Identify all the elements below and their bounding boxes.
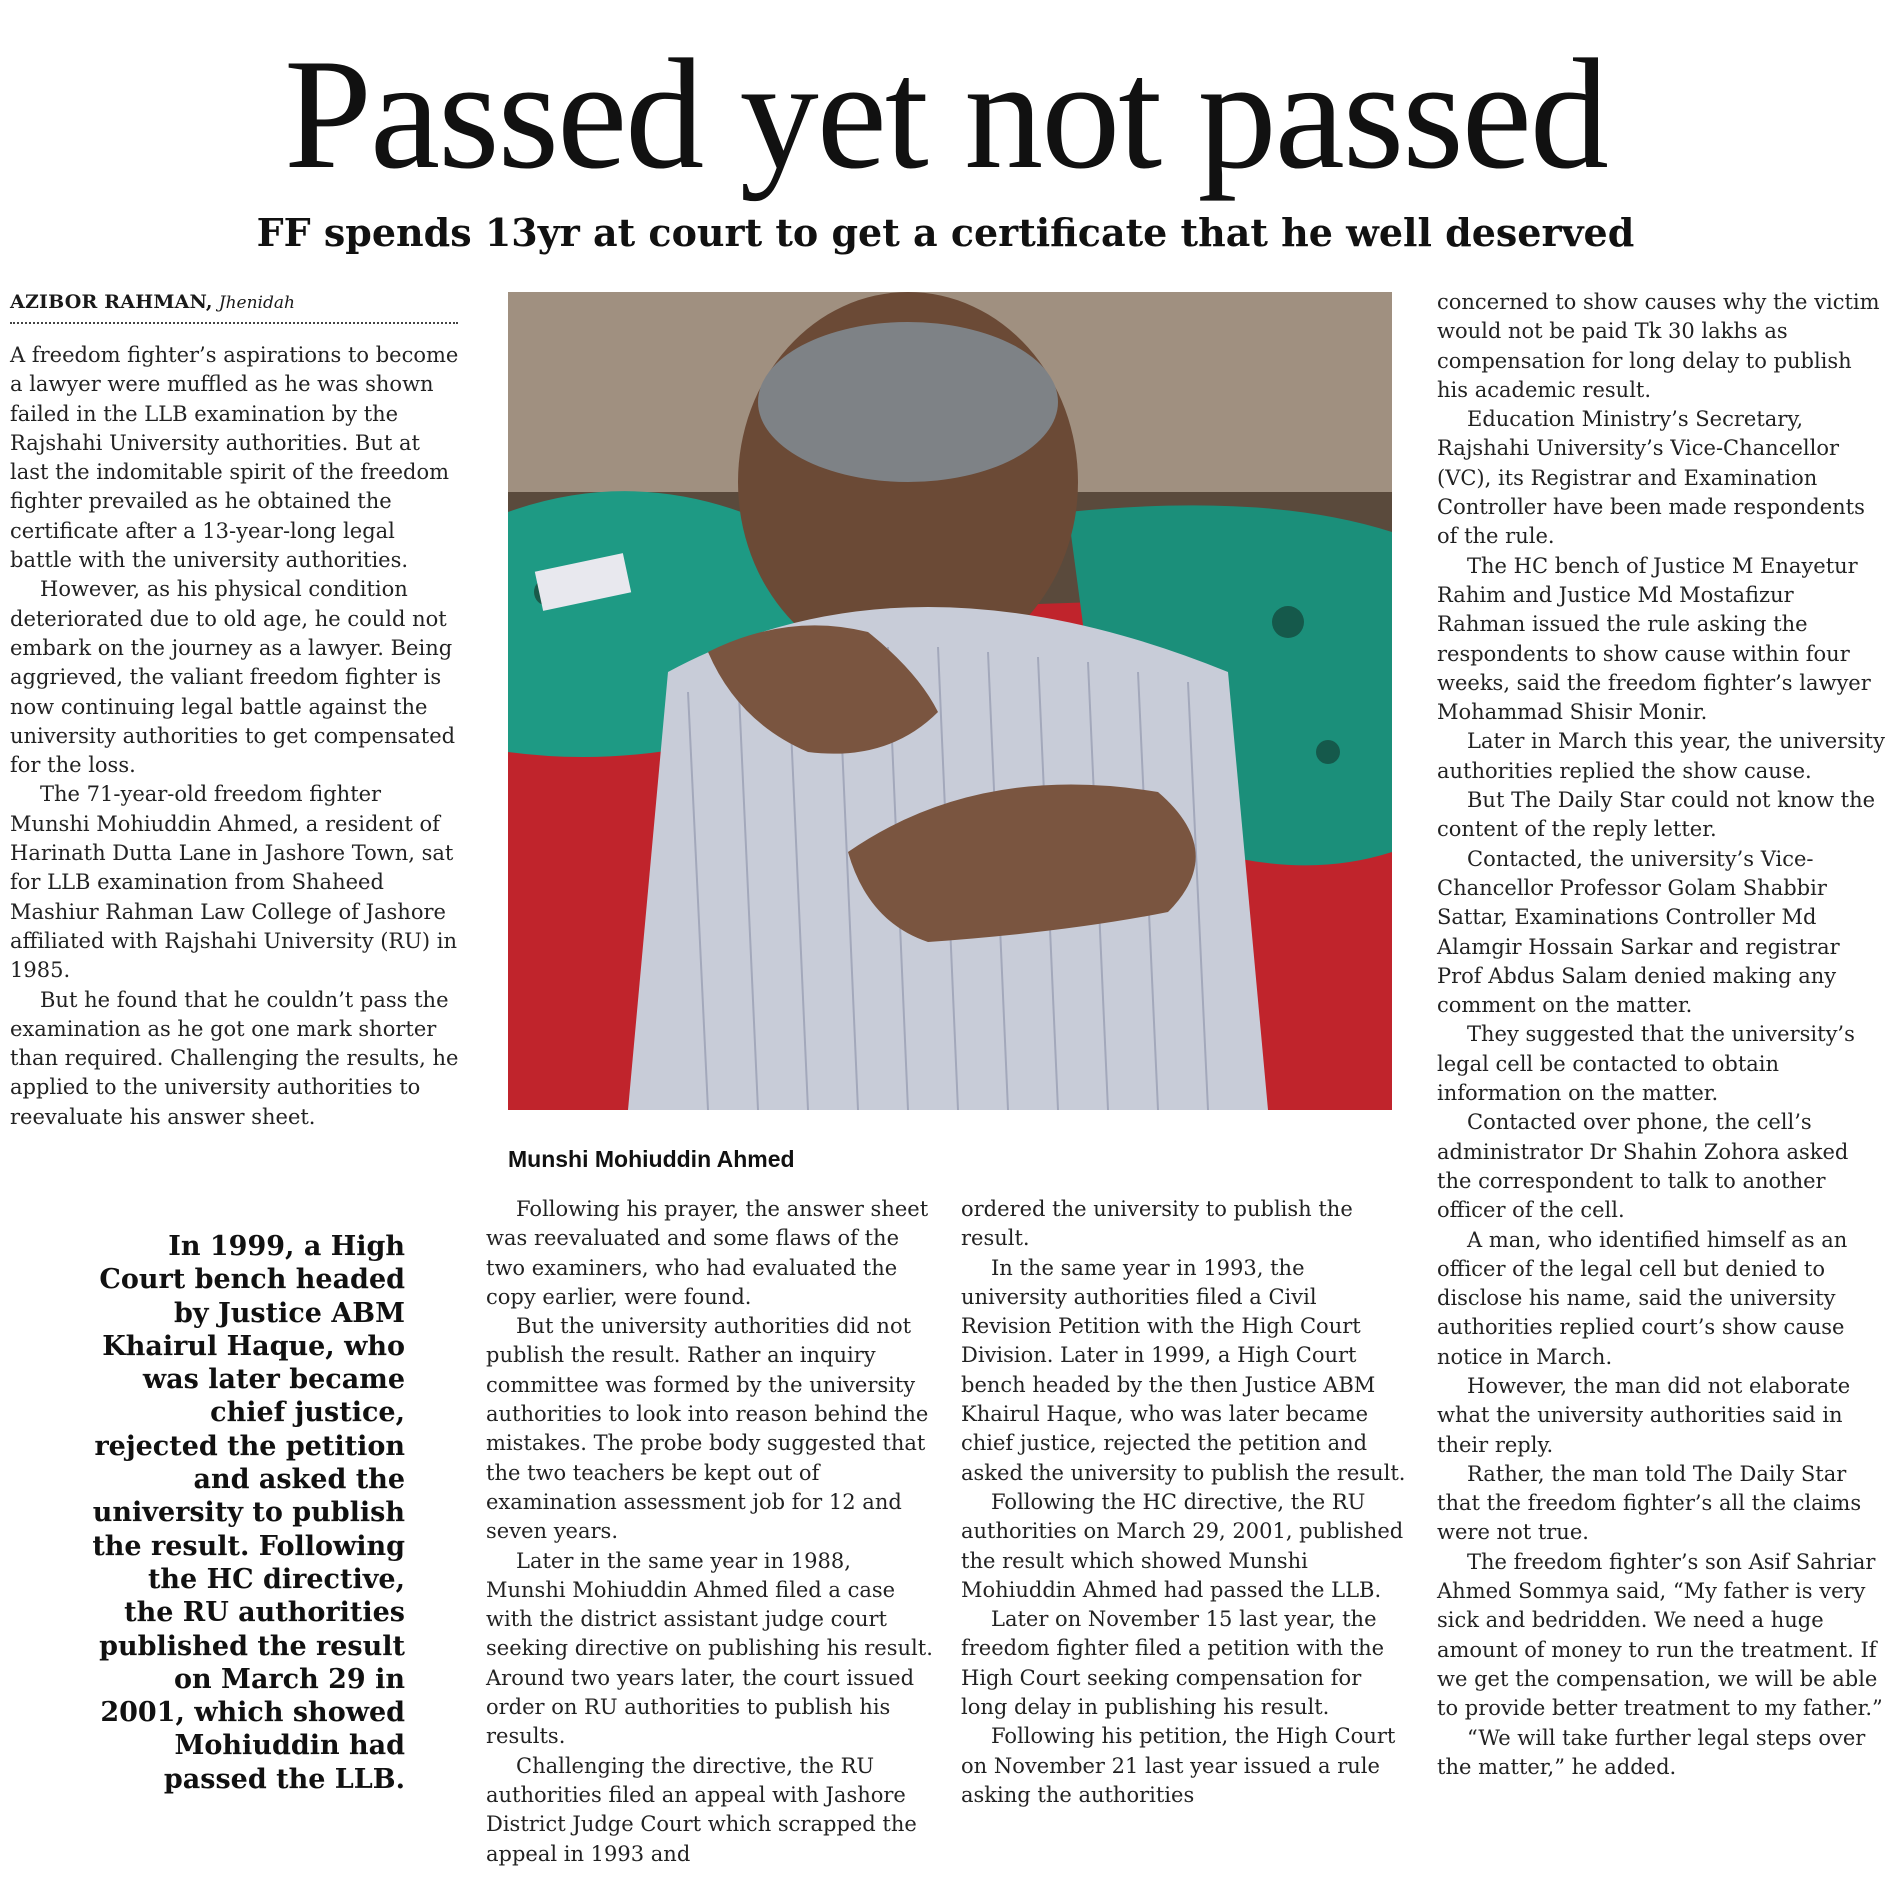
paragraph: Rather, the man told The Daily Star that the freedom fighter’s all the claims were not true.	[1437, 1461, 1862, 1545]
portrait-photo-illustration	[508, 292, 1392, 1110]
headline: Passed yet not passed	[284, 27, 1607, 202]
article-column-4	[1437, 288, 1887, 1782]
byline-author: AZIBOR RAHMAN,	[10, 291, 213, 313]
paragraph: However, the man did not elaborate what the university authorities said in their reply.	[1437, 1373, 1851, 1457]
byline	[10, 289, 458, 324]
paragraph: A man, who identified himself as an officer of the legal cell but denied to disclose his name, said the university authorities replied court’s show cause notice in March.	[1437, 1227, 1848, 1369]
paragraph: Contacted, the university’s Vice-Chancellor Professor Golam Shabbir Sattar, Examinations Controller Md Alamgir Hossain Sarkar and registrar Prof Abdus Salam denied making any comment on the matter.	[1437, 846, 1840, 1018]
paragraph: Challenging the directive, the RU authorities filed an appeal with Jashore District Judge Court which scrapped the appeal in 1993 and	[486, 1753, 917, 1866]
paragraph: Following the HC directive, the RU authorities on March 29, 2001, published the result which showed Munshi Mohiuddin Ahmed had passed the LLB.	[961, 1489, 1404, 1602]
paragraph: But the university authorities did not publish the result. Rather an inquiry committee was formed by the university authorities to look into reason behind the mistakes. The probe body suggested that the two teachers be kept out of examination assessment job for 12 and seven years.	[486, 1314, 929, 1544]
portrait-photo	[508, 292, 1392, 1110]
byline-location: Jhenidah	[218, 293, 295, 313]
subheadline: FF spends 13yr at court to get a certificate that he well deserved	[256, 210, 1635, 255]
paragraph: However, as his physical condition deteriorated due to old age, he could not embark on the journey as a lawyer. Being aggrieved, the valiant freedom fighter is now continuing legal battle against the university authorities to get compensated for the loss.	[10, 577, 456, 778]
paragraph: Contacted over phone, the cell’s administrator Dr Shahin Zohora asked the correspondent to talk to another officer of the cell.	[1437, 1110, 1849, 1223]
photo-caption: Munshi Mohiuddin Ahmed	[508, 1146, 795, 1172]
paragraph: ordered the university to publish the result.	[961, 1197, 1353, 1251]
paragraph: Later in the same year in 1988, Munshi Mohiuddin Ahmed filed a case with the district assistant judge court seeking directive on publishing his result. Around two years later, the court issued order on RU authorities to publish his results.	[486, 1548, 933, 1749]
paragraph: The 71-year-old freedom fighter Munshi Mohiuddin Ahmed, a resident of Harinath Dutta Lane in Jashore Town, sat for LLB examination from Shaheed Mashiur Rahman Law College of Jashore affiliated with Rajshahi University (RU) in 1985.	[10, 782, 458, 983]
paragraph: The HC bench of Justice M Enayetur Rahim and Justice Md Mostafizur Rahman issued the rule asking the respondents to show cause within four weeks, said the freedom fighter’s lawyer Mohammad Shisir Monir.	[1437, 553, 1871, 725]
paragraph: But The Daily Star could not know the content of the reply letter.	[1437, 788, 1876, 842]
paragraph: Following his prayer, the answer sheet was reevaluated and some flaws of the two examiners, who had evaluated the copy earlier, were found.	[486, 1197, 929, 1309]
paragraph: They suggested that the university’s legal cell be contacted to obtain information on the matter.	[1437, 1022, 1855, 1106]
paragraph: concerned to show causes why the victim would not be paid Tk 30 lakhs as compensation for long delay to publish his academic result.	[1437, 290, 1880, 402]
paragraph: A freedom fighter’s aspirations to become a lawyer were muffled as he was shown failed in the LLB examination by the Rajshahi University authorities. But at last the indomitable spirit of the freedom fighter prevailed as he obtained the certificate after a 13-year-long legal battle with the university authorities.	[10, 343, 459, 573]
paragraph: In the same year in 1993, the university authorities filed a Civil Revision Petition with the High Court Division. Later in 1999, a High Court bench headed by the then Justice ABM Khairul Haque, who was later became chief justice, rejected the petition and asked the university to publish the result.	[961, 1255, 1406, 1485]
paragraph: “We will take further legal steps over the matter,” he added.	[1437, 1725, 1866, 1779]
paragraph: Later on November 15 last year, the freedom fighter filed a petition with the High Court seeking compensation for long delay in publishing his result.	[961, 1607, 1385, 1720]
paragraph: The freedom fighter’s son Asif Sahriar Ahmed Sommya said, “My father is very sick and bedridden. We need a huge amount of money to run the treatment. If we get the compensation, we will be able to provide better treatment to my father.”	[1437, 1549, 1883, 1721]
article-column-1	[10, 341, 460, 1132]
paragraph: But he found that he couldn’t pass the examination as he got one mark shorter than required. Challenging the results, he applied to the university authorities to reevaluate his answer sheet.	[10, 987, 459, 1129]
pull-quote: In 1999, a High Court bench headed by Justice ABM Khairul Haque, who was later became chief justice, rejected the petition and asked the university to publish the result. Following the HC directive, the RU authorities published the result on March 29 in 2001, which showed Mohiuddin had passed the LLB.	[92, 1231, 405, 1795]
paragraph: Later in March this year, the university authorities replied the show cause.	[1437, 729, 1885, 783]
article-column-2	[486, 1195, 936, 1869]
paragraph: Following his petition, the High Court on November 21 last year issued a rule asking the authorities	[961, 1724, 1396, 1807]
article-column-3	[961, 1195, 1411, 1810]
paragraph: Education Ministry’s Secretary, Rajshahi University’s Vice-Chancellor (VC), its Registrar and Examination Controller have been made respondents of the rule.	[1437, 407, 1865, 549]
